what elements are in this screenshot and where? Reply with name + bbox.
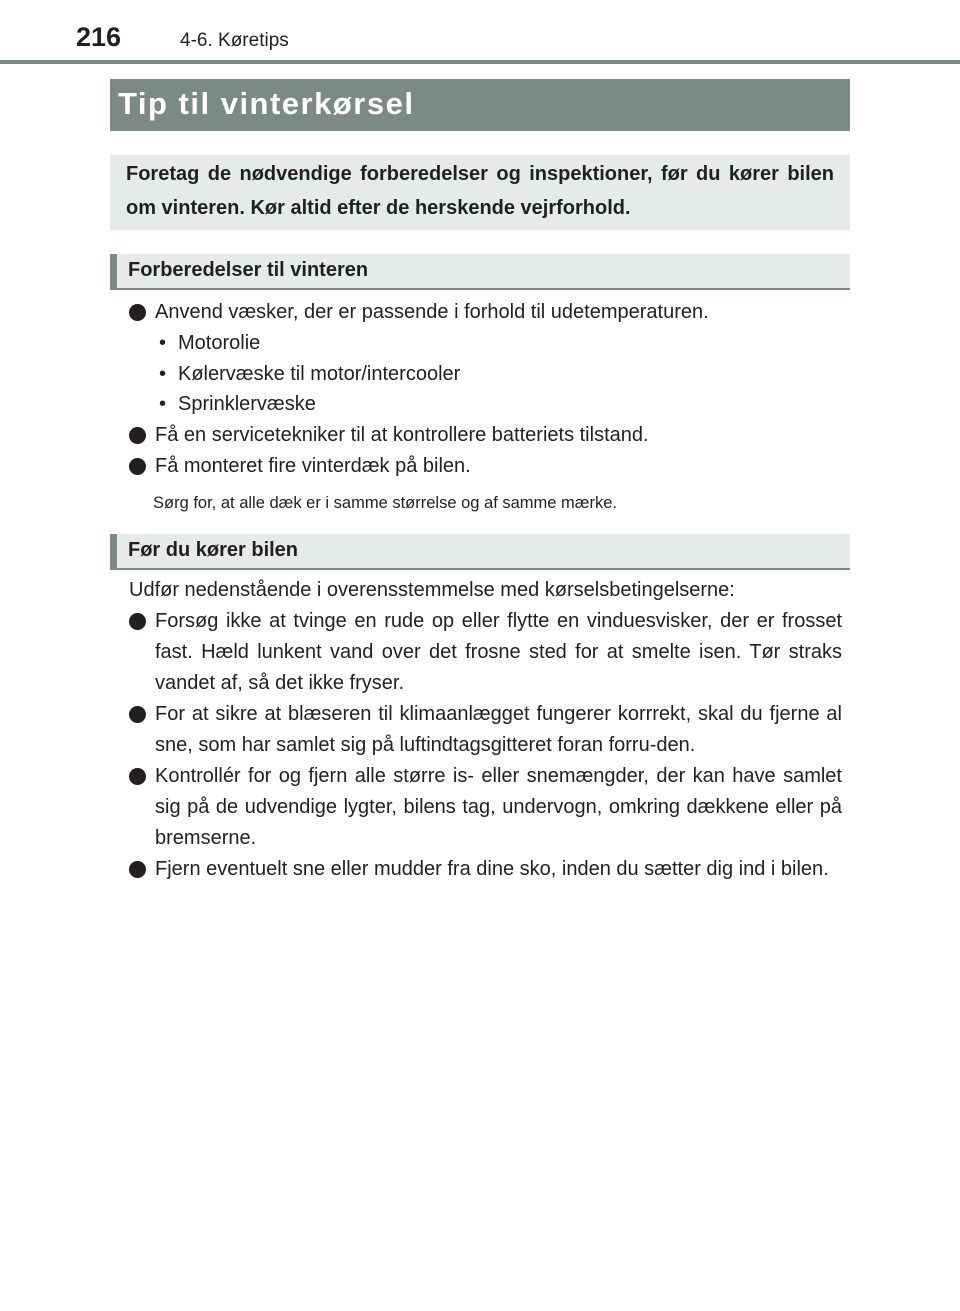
page-number: 216	[76, 22, 122, 52]
list-item	[129, 451, 842, 482]
page-header	[0, 0, 960, 64]
fluid-item: • Motorolie	[129, 328, 842, 359]
list-item-text: Få monteret fire vinterdæk på bilen.	[155, 454, 471, 477]
before-driving-content	[129, 575, 842, 885]
list-item	[129, 420, 842, 451]
list-item	[129, 699, 842, 761]
bullet-dot-icon	[129, 427, 146, 444]
intro-box	[110, 155, 850, 230]
list-item	[129, 297, 842, 328]
fluid-item: • Sprinklervæske	[129, 389, 842, 420]
title-bar	[110, 79, 850, 131]
list-item-text: Anvend væsker, der er passende i forhold til udetemperaturen.	[155, 301, 709, 323]
section-reference: 4-6. Køretips	[180, 30, 289, 51]
list-item	[129, 854, 842, 885]
before-driving-intro: Udfør nedenstående i overensstemmelse med kørselsbetingelserne:	[129, 579, 735, 601]
preparations-content	[129, 297, 842, 516]
list-item	[129, 761, 842, 854]
subheading-before-driving	[110, 534, 850, 570]
page-title: Tip til vinterkørsel	[118, 86, 415, 121]
list-item-text: Kontrollér for og fjern alle større is- eller snemængder, der kan have samlet sig på de udvendige lygter, bilens tag, undervogn, omkring dækkene eller på bremserne.	[155, 765, 842, 849]
subheading-before-driving-label: Før du kører bilen	[128, 539, 299, 561]
bullet-dot-icon	[129, 861, 146, 878]
fluid-list	[129, 328, 842, 420]
bullet-dot-icon	[129, 613, 146, 630]
bullet-dot-icon	[129, 458, 146, 475]
subheading-preparations	[110, 254, 850, 290]
list-item-text: Fjern eventuelt sne eller mudder fra dine sko, inden du sætter dig ind i bilen.	[155, 858, 829, 880]
subheading-preparations-label: Forberedelser til vinteren	[128, 259, 369, 281]
list-item-text: Få en servicetekniker til at kontrollere batteriets tilstand.	[155, 423, 649, 446]
list-item-text: Forsøg ikke at tvinge en rude op eller flytte en vinduesvisker, der er frosset fast. Hæld lunkent vand over det frosne sted for at smelte isen. Tør straks vandet af, så det ikke fryser.	[155, 610, 842, 694]
bullet-dot-icon	[129, 304, 146, 321]
header-rule	[0, 60, 960, 64]
fluid-item: • Kølervæske til motor/intercooler	[129, 359, 842, 390]
list-item	[129, 606, 842, 699]
bullet-dot-icon	[129, 768, 146, 785]
tire-note: Sørg for, at alle dæk er i samme størrelse og af samme mærke.	[153, 493, 617, 512]
bullet-dot-icon	[129, 706, 146, 723]
list-item-text: For at sikre at blæseren til klimaanlægget fungerer korrrekt, skal du fjerne al sne, som har samlet sig på luftindtagsgitteret foran forru-den.	[155, 703, 842, 756]
intro-text: Foretag de nødvendige forberedelser og inspektioner, før du kører bilen om vinteren. Kør altid efter de herskende vejrforhold.	[126, 163, 834, 219]
